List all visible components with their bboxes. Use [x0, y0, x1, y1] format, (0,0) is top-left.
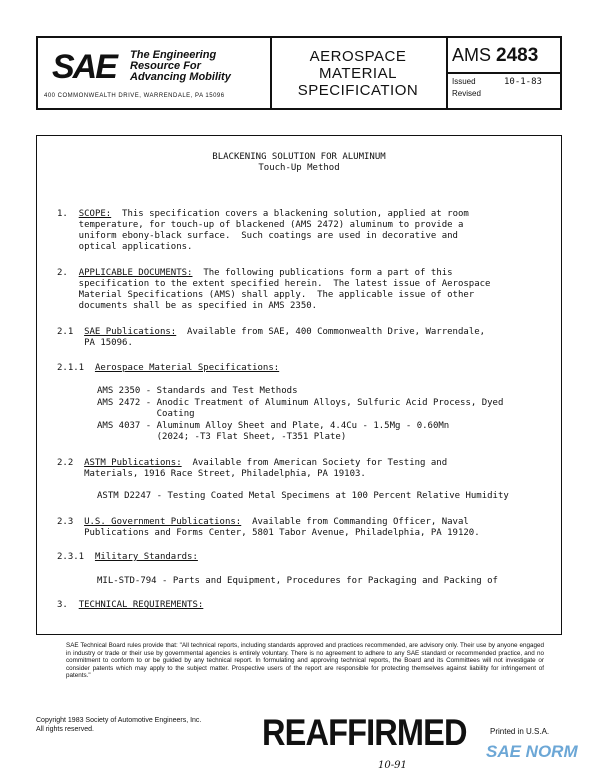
sae-logo: SAE	[52, 48, 116, 86]
text-line: Publications and Forms Center, 5801 Tabor Avenue, Philadelphia, PA 19120.	[57, 528, 480, 538]
section-1: 1. SCOPE: This specification covers a blackening solution, applied at room	[57, 209, 469, 219]
text-line: Coating	[97, 409, 195, 419]
text-line: uniform ebony-black surface. Such coatings are used in decorative and	[57, 231, 458, 241]
text-line: PA 15096.	[57, 338, 133, 348]
handwritten-note: 10-91	[378, 760, 407, 771]
copyright: Copyright 1983 Society of Automotive Engineers, Inc. All rights reserved.	[36, 717, 202, 733]
section-2-1: 2.1 SAE Publications: Available from SAE, 400 Commonwealth Drive, Warrendale,	[57, 327, 486, 337]
ams-number: AMS 2483	[446, 38, 560, 74]
reference-item: AMS 4037 - Aluminum Alloy Sheet and Plate, 4.4Cu - 1.5Mg - 0.60Mn	[97, 421, 450, 431]
text-line: specification to the extent specified herein. The latest issue of Aerospace	[57, 279, 491, 289]
sae-logo-block	[38, 38, 272, 108]
text-line: Materials, 1916 Race Street, Philadelphia, PA 19103.	[57, 469, 366, 479]
spec-number-block	[446, 38, 560, 108]
reaffirmed-stamp: REAFFIRMED	[262, 712, 467, 753]
reference-item: ASTM D2247 - Testing Coated Metal Specimens at 100 Percent Relative Humidity	[97, 491, 509, 501]
text-line: documents shall be as specified in AMS 2350.	[57, 301, 318, 311]
sae-norm-watermark	[486, 741, 594, 768]
spec-type-block	[270, 38, 448, 108]
section-2-2: 2.2 ASTM Publications: Available from American Society for Testing and	[57, 458, 448, 468]
printed-in: Printed in U.S.A.	[490, 727, 550, 736]
reference-item: AMS 2472 - Anodic Treatment of Aluminum Alloys, Sulfuric Acid Process, Dyed	[97, 398, 504, 408]
text-line: (2024; -T3 Flat Sheet, -T351 Plate)	[97, 432, 347, 442]
text-line: optical applications.	[57, 242, 193, 252]
reference-item: AMS 2350 - Standards and Test Methods	[97, 386, 298, 396]
section-2-3: 2.3 U.S. Government Publications: Available from Commanding Officer, Naval	[57, 517, 469, 527]
sae-norm-logo-icon	[486, 741, 594, 763]
sae-tagline: The Engineering Resource For Advancing Mobility	[130, 49, 231, 83]
spec-type-title: AEROSPACE MATERIAL SPECIFICATION	[297, 48, 419, 99]
section-2: 2. APPLICABLE DOCUMENTS: The following publications form a part of this	[57, 268, 453, 278]
text-line: temperature, for touch-up of blackened (AMS 2472) aluminum to provide a	[57, 220, 464, 230]
issue-labels: Issued Revised	[452, 77, 481, 98]
section-2-1-1: 2.1.1 Aerospace Material Specifications:	[57, 363, 280, 373]
issued-date: 10-1-83	[504, 77, 542, 87]
text-line: Material Specifications (AMS) shall apply. The applicable issue of other	[57, 290, 475, 300]
watermark-text: SAE NORM	[486, 742, 578, 761]
section-2-3-1: 2.3.1 Military Standards:	[57, 552, 198, 562]
spec-body	[36, 135, 562, 635]
spec-header	[36, 36, 562, 110]
section-3: 3. TECHNICAL REQUIREMENTS:	[57, 600, 204, 610]
technical-board-note: SAE Technical Board rules provide that: "All technical reports, including standards approved and practices recommended, are advisory only. Their use by anyone engaged in industry or trade or their use by governmental agencies is entirely voluntary. There is no agreement to adhere to any SAE standard or recommended practice, and no commitment to conform to or be guided by any technical report. In formulating and approving technical reports, the Board and its Committees will not investigate or consider patents which may apply to the subject matter. Prospective users of the report are responsible for protecting themselves against liability for infringement of patents."	[66, 642, 544, 679]
document-title: BLACKENING SOLUTION FOR ALUMINUM Touch-Up Method	[212, 152, 386, 173]
reference-item: MIL-STD-794 - Parts and Equipment, Procedures for Packaging and Packing of	[97, 576, 498, 586]
sae-address: 400 COMMONWEALTH DRIVE, WARRENDALE, PA 15096	[44, 93, 225, 99]
